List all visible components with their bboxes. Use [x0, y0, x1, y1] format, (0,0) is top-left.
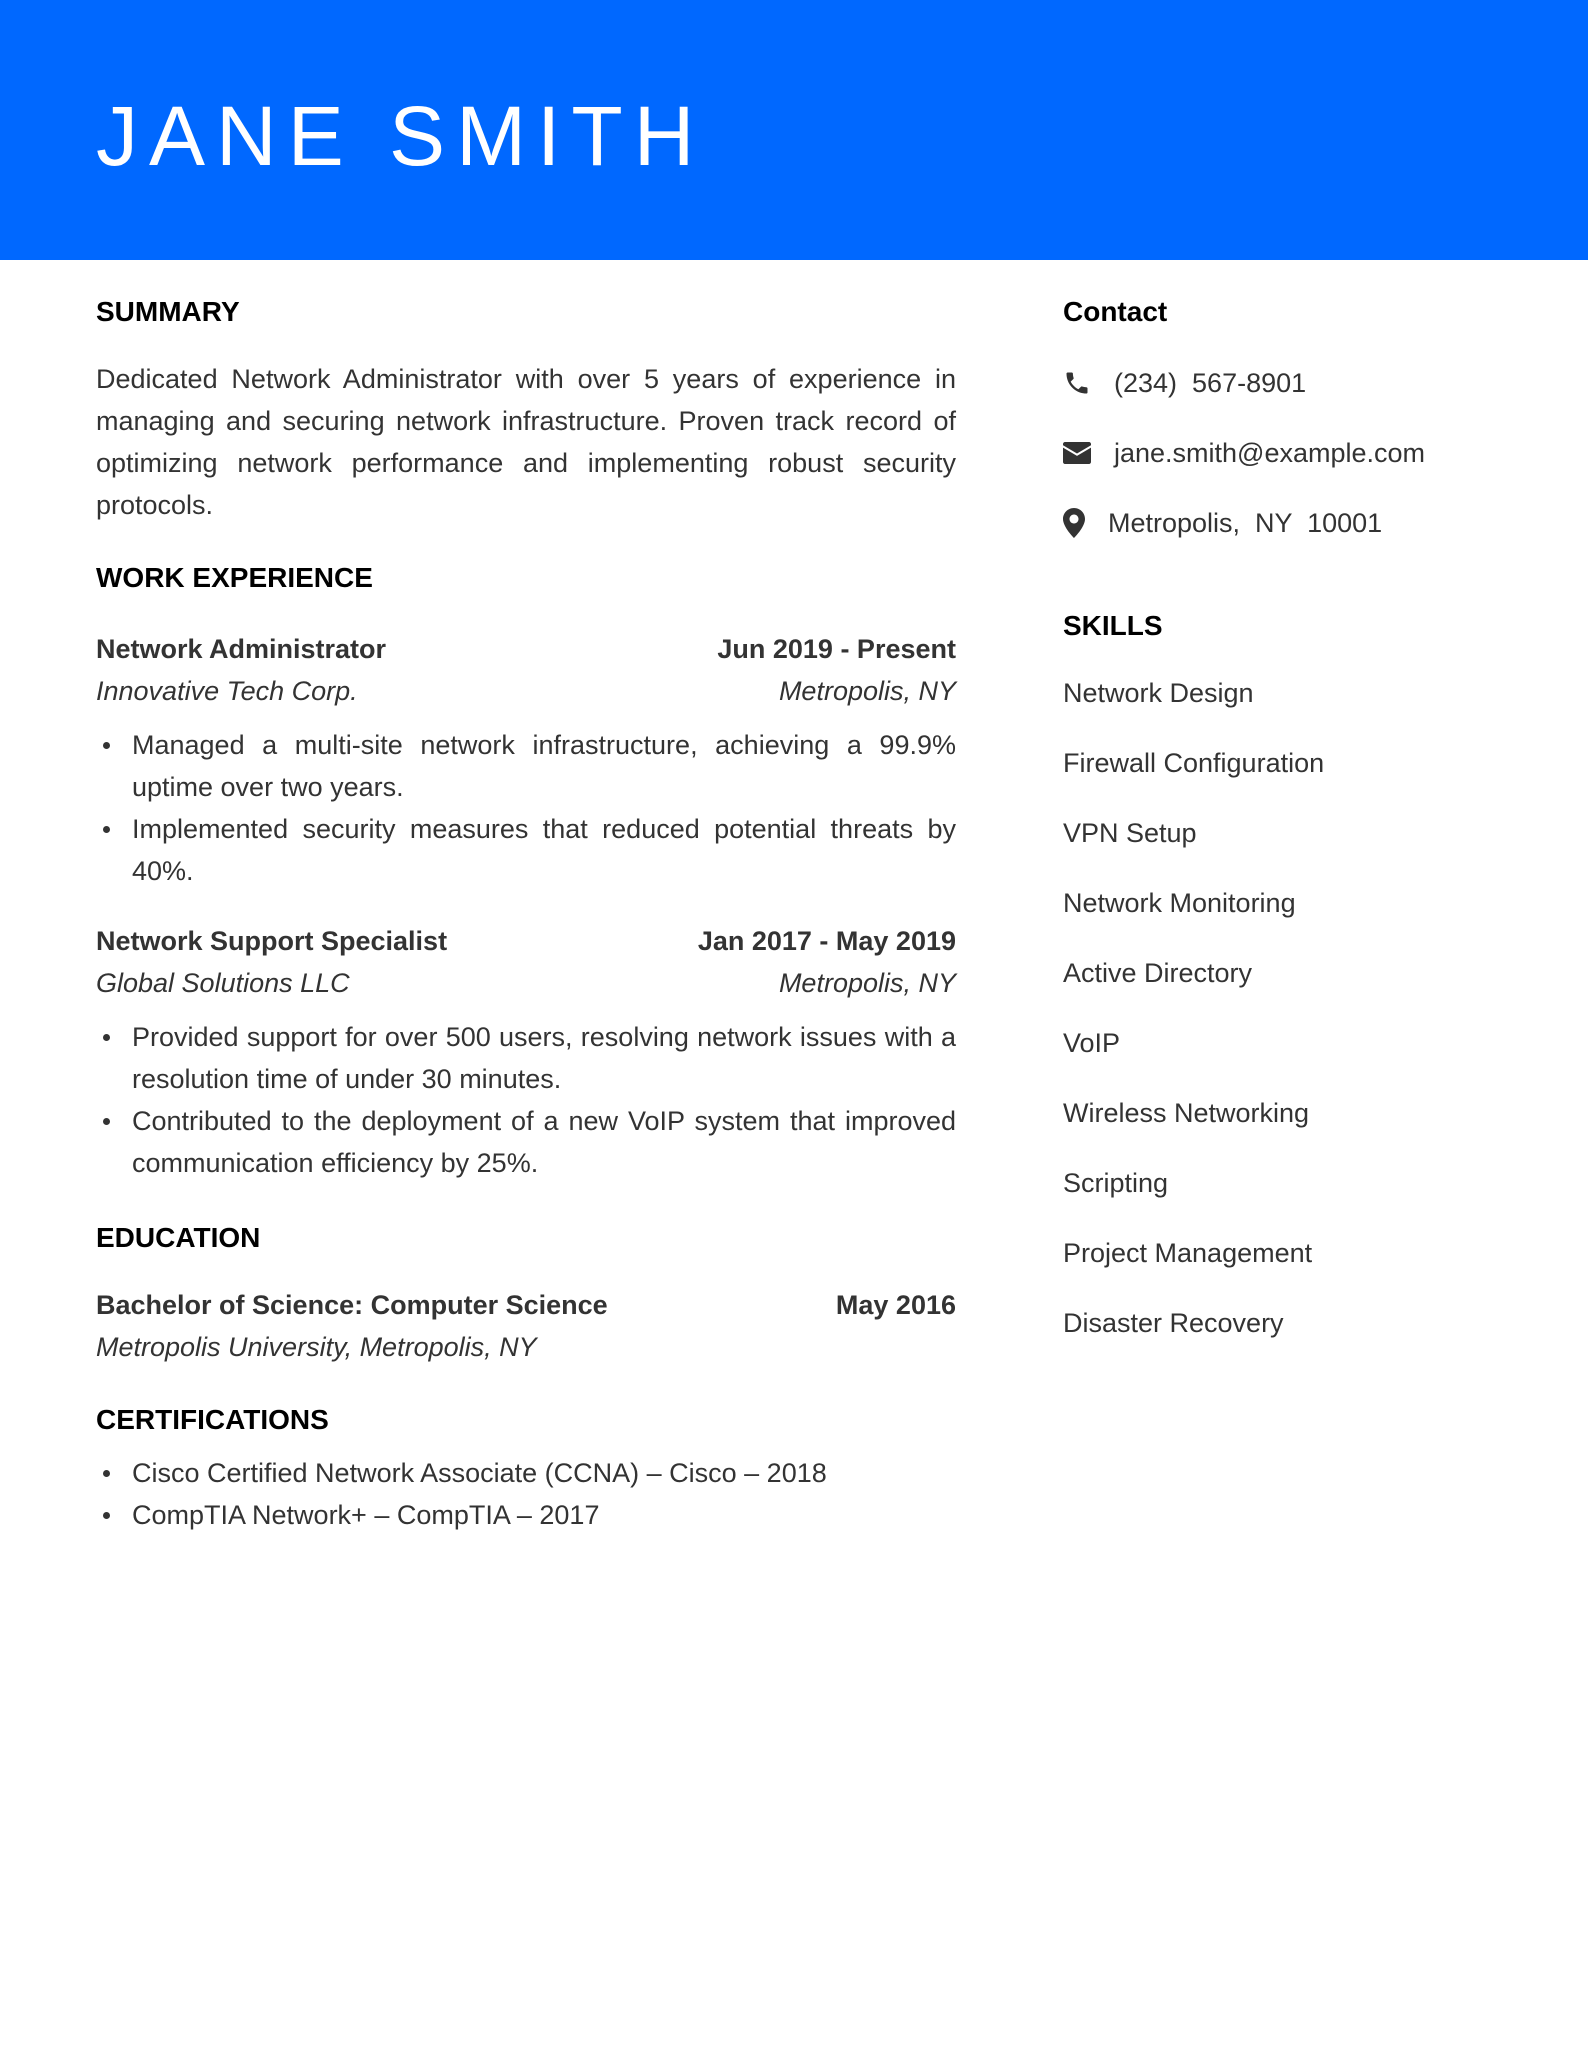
- job-bullet: Managed a multi-site network infrastructure, achieving a 99.9% uptime over two years.: [96, 724, 956, 808]
- phone-number: (234) 567-8901: [1114, 367, 1307, 398]
- skill-list: [1063, 672, 1523, 1344]
- header-banner: [0, 0, 1588, 260]
- contact-list: [1063, 362, 1523, 544]
- contact-address: [1063, 502, 1523, 544]
- skill-item: Wireless Networking: [1063, 1098, 1310, 1128]
- school: Metropolis University, Metropolis, NY: [96, 1332, 537, 1362]
- skill-item: Firewall Configuration: [1063, 748, 1325, 778]
- graduation-date: May 2016: [835, 1290, 956, 1320]
- skills-heading: SKILLS: [1063, 610, 1163, 641]
- job-entry: [96, 920, 956, 1184]
- skill-item: Active Directory: [1063, 958, 1253, 988]
- job-bullets: [96, 724, 956, 892]
- candidate-name: JANE SMITH: [96, 89, 706, 183]
- job-company: Global Solutions LLC: [96, 968, 350, 998]
- certification-item: CompTIA Network+ – CompTIA – 2017: [96, 1494, 956, 1536]
- skill-item: VoIP: [1063, 1028, 1121, 1058]
- phone-icon: [1063, 367, 1095, 399]
- main-column: [96, 292, 956, 1536]
- contact-phone[interactable]: [1063, 362, 1523, 404]
- job-dates: Jan 2017 - May 2019: [697, 926, 956, 956]
- degree: Bachelor of Science: Computer Science: [96, 1290, 608, 1320]
- job-dates: Jun 2019 - Present: [717, 634, 956, 664]
- job-bullet: Provided support for over 500 users, resolving network issues with a resolution time of under 30 minutes.: [96, 1016, 956, 1100]
- job-location: Metropolis, NY: [778, 676, 956, 706]
- job-bullets: [96, 1016, 956, 1184]
- job-title: Network Administrator: [96, 634, 387, 664]
- job-entry: [96, 628, 956, 892]
- education-entry: [96, 1284, 956, 1368]
- sidebar-column: [1063, 292, 1523, 1372]
- summary-text: Dedicated Network Administrator with over 5 years of experience in managing and securing network infrastructure. Proven track record of optimizing network performance and implementing robust security protocols.: [96, 364, 956, 520]
- education-heading: EDUCATION: [96, 1222, 261, 1253]
- job-title: Network Support Specialist: [96, 926, 448, 956]
- skill-item: Disaster Recovery: [1063, 1308, 1284, 1338]
- job-location: Metropolis, NY: [778, 968, 956, 998]
- certification-list: [96, 1452, 956, 1536]
- work-experience-heading: WORK EXPERIENCE: [96, 562, 373, 593]
- job-bullet: Contributed to the deployment of a new VoIP system that improved communication efficiency by 25%.: [96, 1100, 956, 1184]
- certifications-heading: CERTIFICATIONS: [96, 1404, 329, 1435]
- contact-heading: Contact: [1063, 296, 1168, 327]
- skill-item: Network Monitoring: [1063, 888, 1296, 918]
- map-pin-icon: [1063, 507, 1095, 539]
- skill-item: VPN Setup: [1063, 818, 1197, 848]
- job-company: Innovative Tech Corp.: [96, 676, 358, 706]
- skill-item: Network Design: [1063, 678, 1254, 708]
- address: Metropolis, NY 10001: [1108, 507, 1383, 538]
- skill-item: Scripting: [1063, 1168, 1169, 1198]
- contact-email[interactable]: [1063, 432, 1523, 474]
- skill-item: Project Management: [1063, 1238, 1313, 1268]
- envelope-icon: [1063, 437, 1095, 469]
- summary-heading: SUMMARY: [96, 296, 240, 327]
- email-address: jane.smith@example.com: [1114, 437, 1426, 468]
- job-bullet: Implemented security measures that reduced potential threats by 40%.: [96, 808, 956, 892]
- certification-item: Cisco Certified Network Associate (CCNA) – Cisco – 2018: [96, 1452, 956, 1494]
